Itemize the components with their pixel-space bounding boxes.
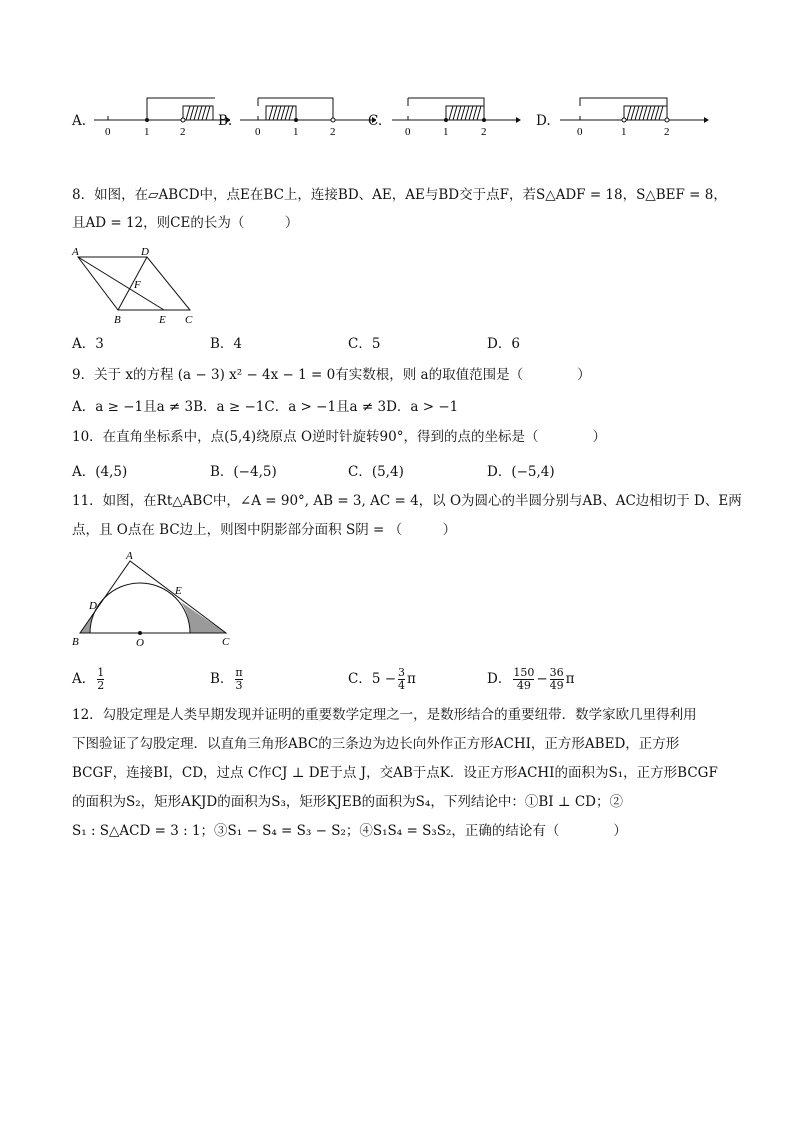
q11-option-c-post: π — [407, 671, 416, 687]
q7-b-tick-1: 1 — [293, 126, 299, 138]
q11-label-e: E — [175, 585, 182, 597]
q11-option-d-fraction1 — [513, 667, 534, 692]
q7-b-tick-0: 0 — [255, 126, 261, 138]
q11-option-d-num1: 150 — [513, 666, 535, 679]
q8-label-c: C — [185, 314, 193, 326]
q11-option-d-den2: 49 — [549, 679, 564, 692]
q9-text-line1: 9．关于 x的方程 (a − 3) x² − 4x − 1 = 0有实数根，则 a的取值范围是（ ） — [72, 367, 591, 383]
q12-text-line2: 下图验证了勾股定理．以直角三角形ABC的三条边为边长向外作正方形ACHI，正方形ABED，正方形 — [72, 736, 680, 752]
q8-text-line2: 且AD = 12，则CE的长为（ ） — [72, 215, 299, 231]
q11-option-c-den: 4 — [398, 679, 406, 692]
q7-option-a-letter: A. — [72, 113, 87, 129]
q12-text-line3: BCGF，连接BI，CD，过点 C作CJ ⊥ DE于点 J，交AB于点K．设正方形ACHI的面积为S₁，正方形BCGF — [72, 765, 718, 781]
q7-c-tick-1: 1 — [443, 126, 449, 138]
q11-option-c-num: 3 — [398, 666, 406, 679]
q7-d-tick-0: 0 — [577, 126, 583, 138]
q8-option-c: C．5 — [348, 336, 381, 352]
q11-option-c-fraction — [398, 667, 405, 692]
q7-a-tick-2: 2 — [180, 126, 186, 138]
q11-label-d: D — [89, 600, 97, 612]
q12-text-line5: S₁ : S△ACD = 3 : 1；③S₁ − S₄ = S₃ − S₂；④S₁S₄ = S₃S₂，正确的结论有（ ） — [72, 823, 627, 839]
q7-option-c-letter: C. — [368, 113, 383, 129]
q11-triangle-semicircle-figure — [70, 549, 240, 649]
q11-option-d-post: π — [565, 671, 575, 687]
q12-text-line4: 的面积为S₂，矩形AKJD的面积为S₃，矩形KJEB的面积为S₄，下列结论中：①BI ⊥ CD；② — [72, 794, 624, 810]
q11-option-b-num: π — [235, 666, 243, 679]
q7-option-b-letter: B. — [218, 113, 233, 129]
q11-option-d-den1: 49 — [513, 679, 534, 692]
q8-label-e: E — [159, 314, 166, 326]
q11-label-o: O — [136, 637, 144, 649]
q8-label-f: F — [134, 279, 141, 291]
q11-label-a: A — [126, 550, 133, 562]
q11-option-b-fraction — [235, 667, 242, 692]
q10-option-b: B．(−4,5) — [210, 464, 277, 480]
q7-a-tick-1: 1 — [144, 126, 150, 138]
q11-text-line2: 点，且 O点在 BC边上，则图中阴影部分面积 S阴 = （ ） — [72, 522, 457, 538]
q11-option-a-letter: A． — [72, 671, 96, 687]
q11-option-b-letter: B． — [210, 671, 234, 687]
q7-option-d-numberline — [556, 92, 716, 138]
q11-text-line1: 11．如图，在Rt△ABC中，∠A = 90°, AB = 3, AC = 4，以 O为圆心的半圆分别与AB、AC边相切于 D、E两 — [72, 493, 742, 509]
q7-option-d-letter: D. — [536, 113, 551, 129]
q8-option-b: B．4 — [210, 336, 243, 352]
q8-parallelogram-figure — [70, 244, 200, 326]
q10-text-line1: 10．在直角坐标系中，点(5,4)绕原点 O逆时针旋转90°，得到的点的坐标是（ ） — [72, 429, 606, 445]
q7-c-tick-2: 2 — [481, 126, 487, 138]
q11-label-c: C — [222, 636, 230, 648]
q11-option-c-letter: C． — [348, 671, 372, 687]
q11-option-c-pre: 5 − — [371, 671, 397, 687]
q7-option-a-numberline — [90, 92, 233, 138]
q7-option-c-numberline — [388, 92, 528, 138]
q11-option-d-letter: D． — [487, 671, 512, 687]
q11-option-a — [72, 664, 106, 694]
q8-label-d: D — [141, 246, 149, 258]
q7-d-tick-2: 2 — [664, 126, 670, 138]
q8-text-line1: 8．如图，在▱ABCD中，点E在BC上，连接BD、AE，AE与BD交于点F，若S△ADF = 18，S△BEF = 8， — [72, 187, 727, 203]
q8-option-a: A．3 — [72, 336, 104, 352]
q11-option-b — [210, 664, 245, 694]
q12-text-line1: 12．勾股定理是人类早期发现并证明的重要数学定理之一，是数形结合的重要纽带．数学家欧几里得利用 — [72, 707, 697, 723]
q11-option-b-den: 3 — [235, 679, 243, 692]
q11-option-a-den: 2 — [97, 679, 105, 692]
q10-option-c: C．(5,4) — [348, 464, 404, 480]
q11-option-c — [348, 664, 416, 694]
q10-option-d: D．(−5,4) — [487, 464, 555, 480]
q10-option-a: A．(4,5) — [72, 464, 128, 480]
q9-options: A．a ≥ −1且a ≠ 3B．a ≥ −1C．a > −1且a ≠ 3D．a > −1 — [72, 399, 459, 415]
q11-option-d-num2: 36 — [549, 666, 564, 679]
q11-option-d-fraction2 — [550, 667, 564, 692]
q8-label-b: B — [114, 314, 121, 326]
q7-b-tick-2: 2 — [330, 126, 336, 138]
q11-option-d — [487, 664, 575, 694]
q11-option-a-fraction — [97, 667, 104, 692]
q11-option-d-mid: − — [536, 671, 548, 687]
q7-options — [0, 88, 794, 138]
q11-option-a-num: 1 — [97, 666, 105, 679]
q11-label-b: B — [72, 636, 79, 648]
q7-option-b-numberline — [236, 92, 376, 138]
q7-a-tick-0: 0 — [105, 126, 111, 138]
q8-option-d: D．6 — [487, 336, 520, 352]
q7-d-tick-1: 1 — [621, 126, 627, 138]
q7-c-tick-0: 0 — [405, 126, 411, 138]
q8-label-a: A — [72, 246, 79, 258]
